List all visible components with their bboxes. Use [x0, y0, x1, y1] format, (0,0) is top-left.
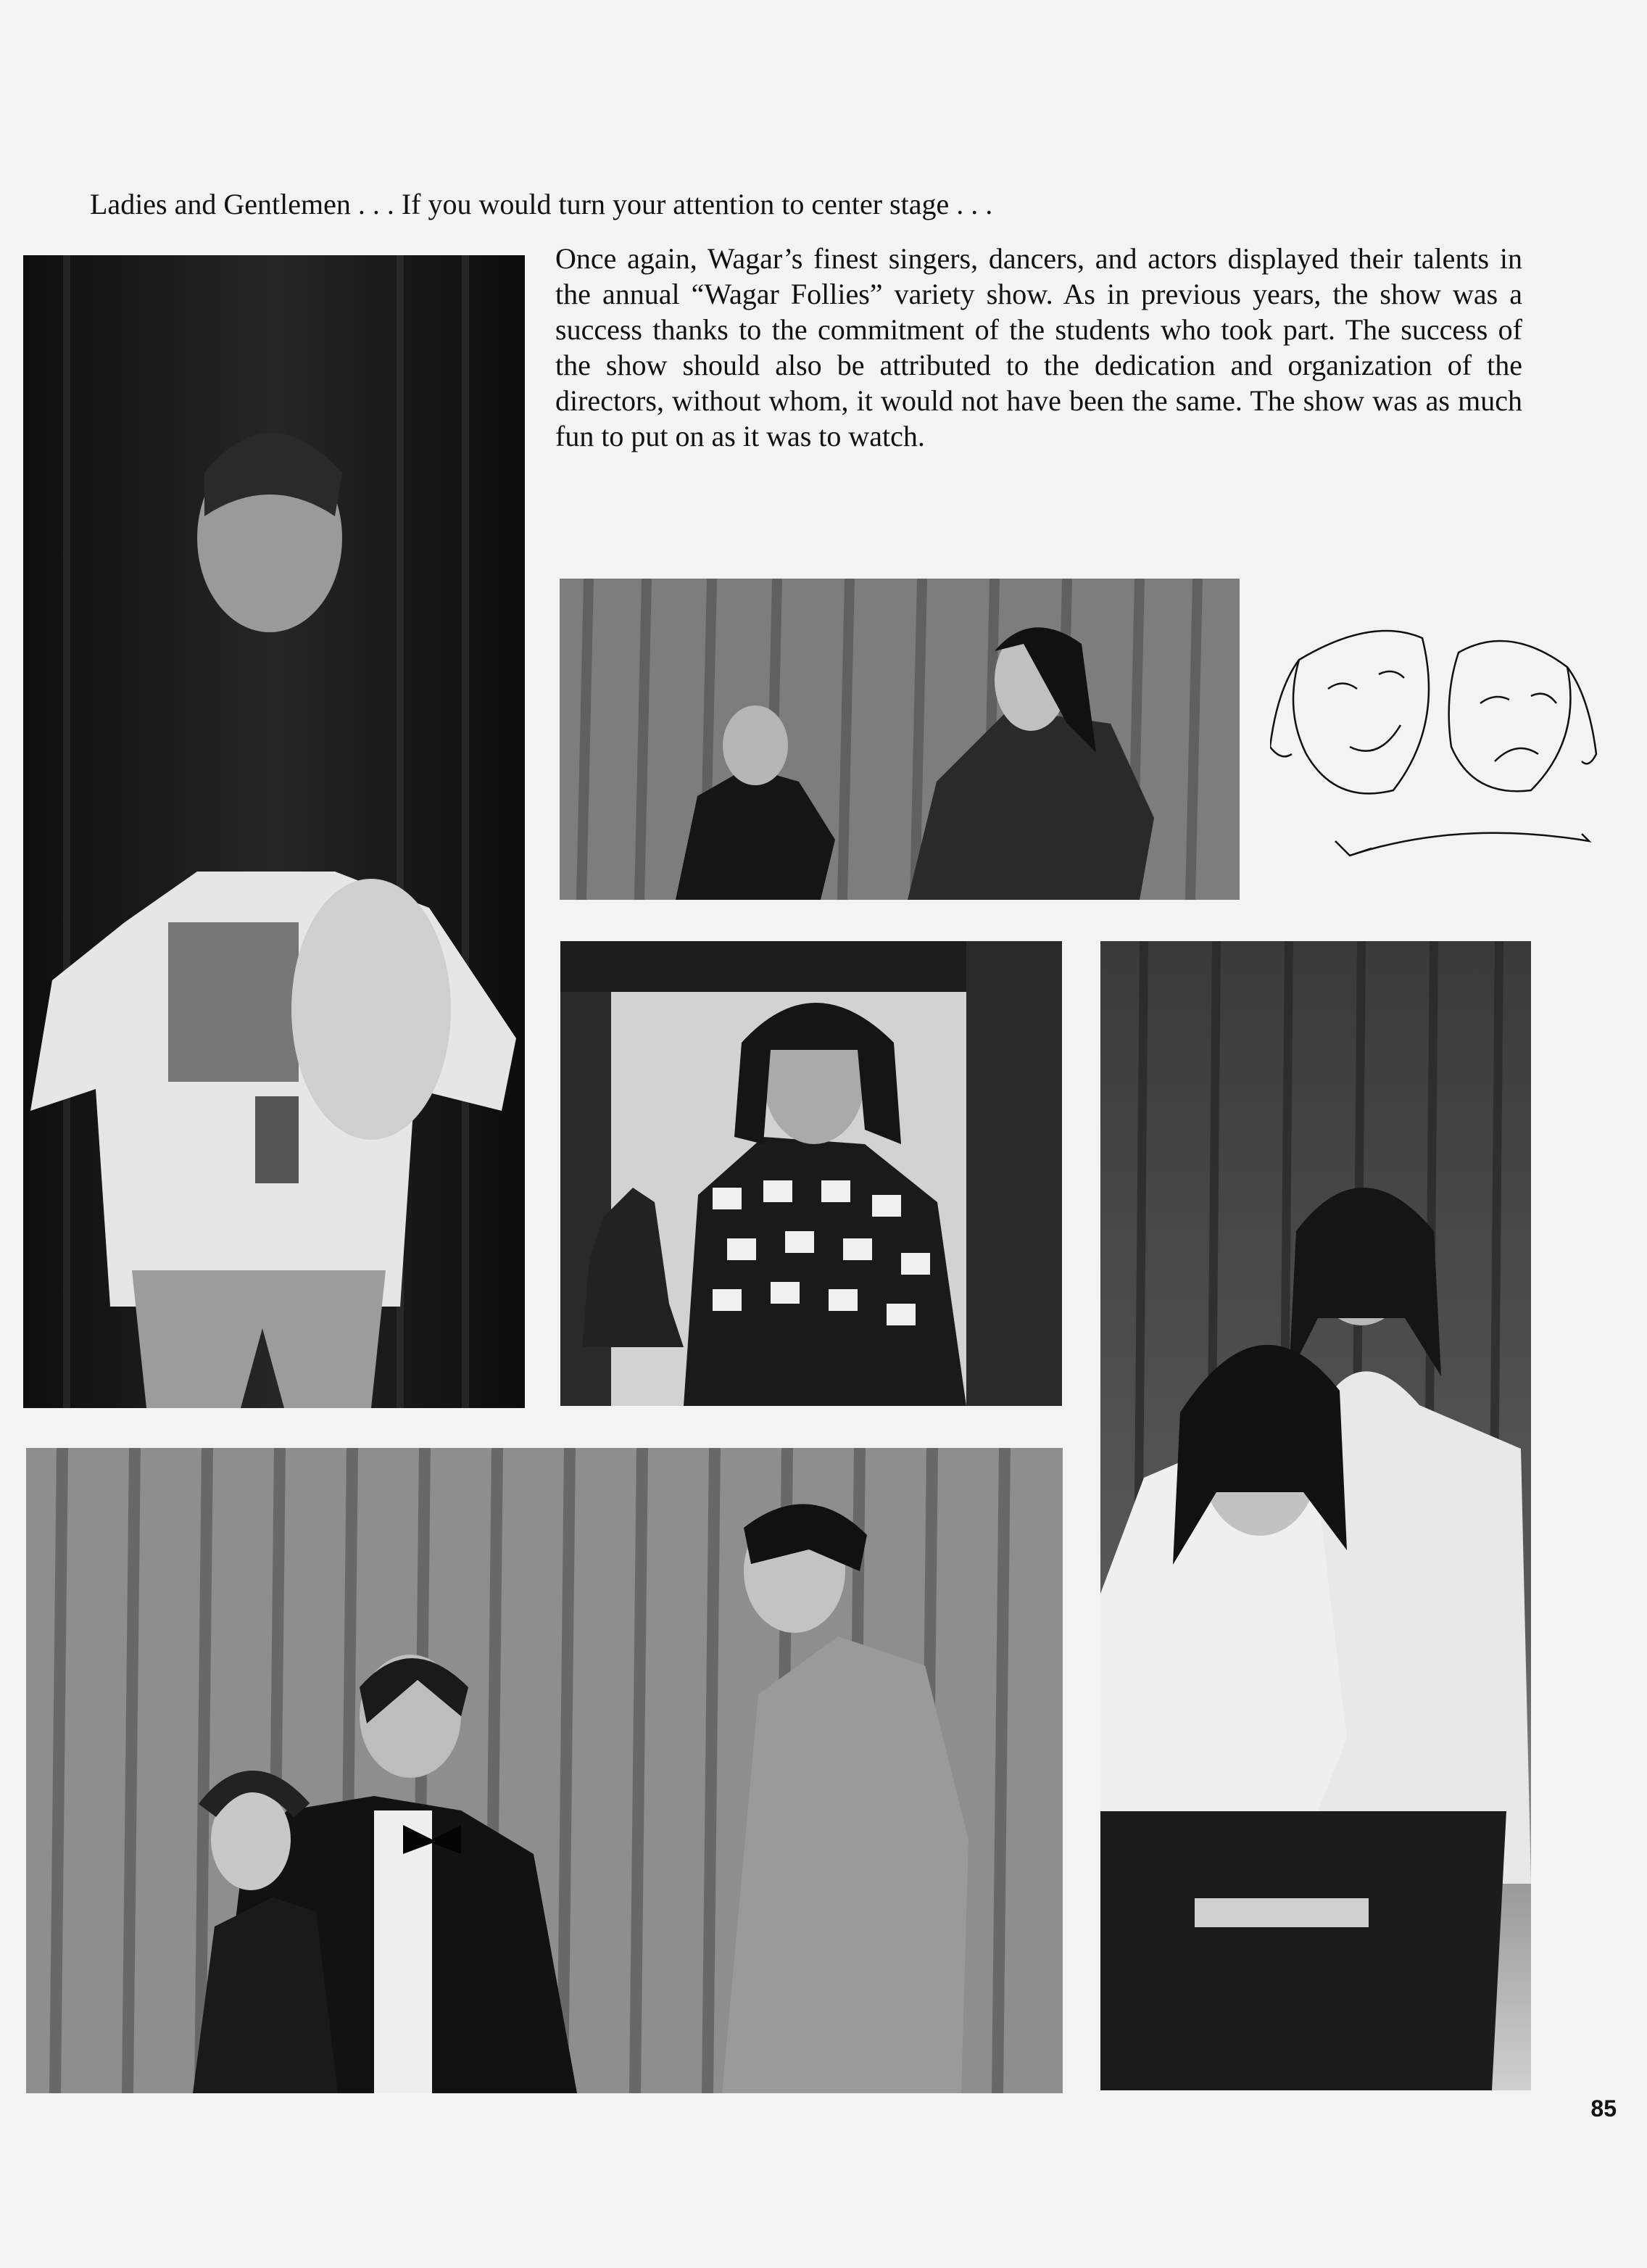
photo-two-performers-hair-brushing [1100, 941, 1531, 2090]
photo-two-performers-microphone [560, 579, 1240, 900]
photo-ventriloquist-and-performer [26, 1448, 1063, 2093]
photo-singer-houndstooth [560, 941, 1062, 1406]
article-body: Once again, Wagar’s finest singers, dancers, and actors displayed their talents in the annual “Wagar Follies” variety show. As in previous years, the show was a success thanks to the commitment of the students who took part. The success of the show should also be attributed to the dedication and organization of the directors, without whom, it would not have been the same. The show was as much fun to put on as it was to watch. [555, 242, 1522, 452]
comedy-tragedy-masks-icon [1270, 609, 1647, 870]
photo-performer-meow-sweatshirt [23, 255, 525, 1408]
page-number: 85 [1590, 2095, 1617, 2122]
page-heading: Ladies and Gentlemen . . . If you would turn your attention to center stage . . . [90, 188, 993, 220]
